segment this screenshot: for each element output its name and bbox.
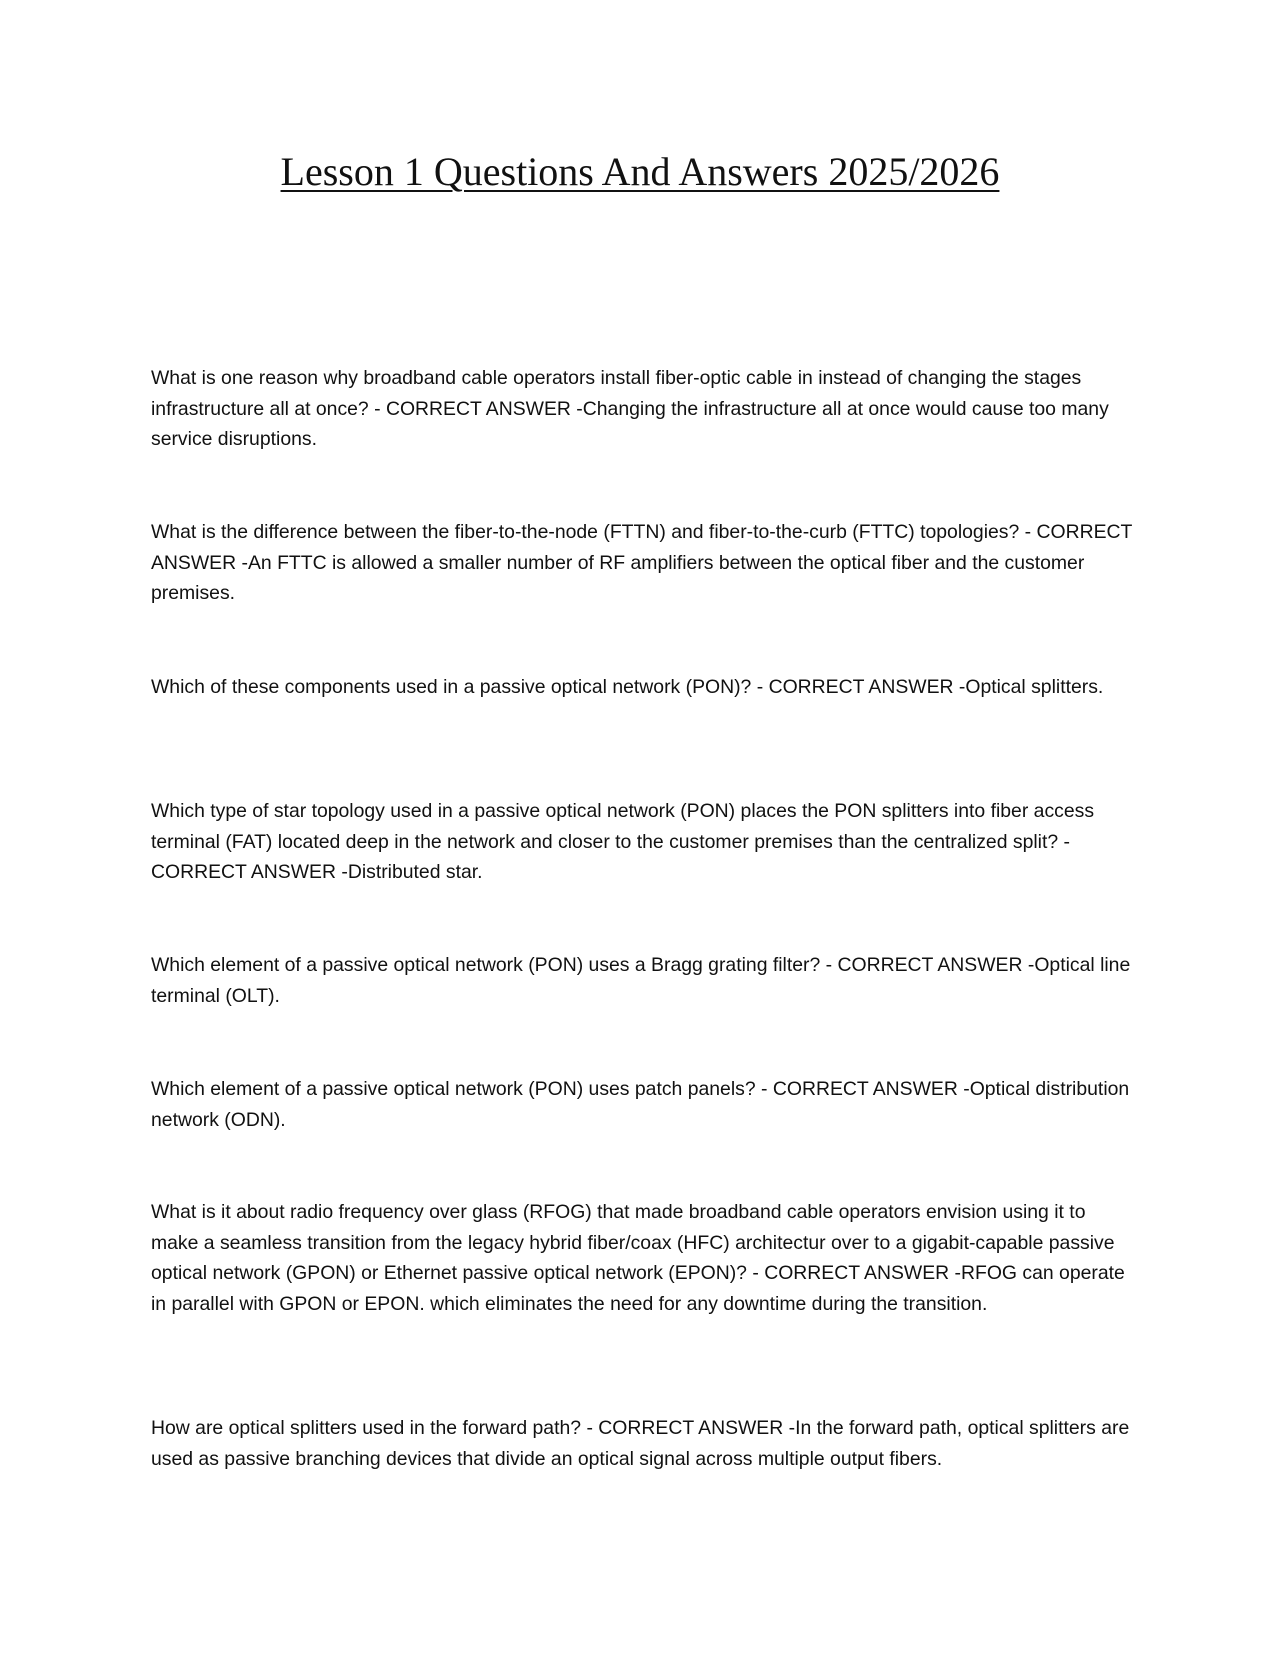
answer-text: RFOG can operate in parallel with GPON or EPON. which eliminates the need for any downtime during the transition. bbox=[151, 1262, 1125, 1315]
qa-item-2 bbox=[151, 517, 1136, 609]
qa-item-8 bbox=[151, 1413, 1136, 1474]
question-text: What is the difference between the fiber-to-the-node (FTTN) and fiber-to-the-curb (FTTC) topologies? bbox=[151, 521, 1020, 543]
document-title: Lesson 1 Questions And Answers 2025/2026 bbox=[280, 149, 1000, 194]
answer-label: CORRECT ANSWER - bbox=[838, 954, 1035, 976]
question-text: Which element of a passive optical network (PON) uses patch panels? bbox=[151, 1078, 756, 1100]
answer-text: An FTTC is allowed a smaller number of RF amplifiers between the optical fiber and the customer premises. bbox=[151, 551, 1085, 604]
answer-text: Optical distribution network (ODN). bbox=[151, 1078, 1130, 1131]
qa-item-5 bbox=[151, 950, 1136, 1011]
answer-text: Optical splitters. bbox=[965, 676, 1104, 698]
question-text: Which type of star topology used in a passive optical network (PON) places the PON splitters into fiber access terminal (FAT) located deep in the network and closer to the customer premises than the centralized split? bbox=[151, 800, 1095, 853]
question-text: What is one reason why broadband cable operators install fiber-optic cable in instead of changing the stages infrastructure all at once? bbox=[151, 367, 1082, 420]
qa-item-3 bbox=[151, 672, 1136, 703]
answer-text: Distributed star. bbox=[347, 861, 483, 883]
answer-label: CORRECT ANSWER - bbox=[151, 861, 348, 883]
answer-label: CORRECT ANSWER - bbox=[773, 1078, 970, 1100]
answer-label: CORRECT ANSWER - bbox=[386, 398, 583, 420]
answer-label: CORRECT ANSWER - bbox=[764, 1262, 961, 1284]
qa-item-4 bbox=[151, 796, 1136, 888]
answer-text: Optical line terminal (OLT). bbox=[151, 954, 1131, 1007]
question-text: Which of these components used in a passive optical network (PON)? bbox=[151, 676, 752, 698]
qa-item-1 bbox=[151, 363, 1136, 455]
question-text: Which element of a passive optical network (PON) uses a Bragg grating filter? bbox=[151, 954, 821, 976]
answer-label: CORRECT ANSWER - bbox=[151, 521, 1132, 574]
answer-label: CORRECT ANSWER - bbox=[769, 676, 966, 698]
qa-item-6 bbox=[151, 1074, 1136, 1135]
answer-text: Changing the infrastructure all at once would cause too many service disruptions. bbox=[151, 397, 1109, 450]
question-text: How are optical splitters used in the forward path? bbox=[151, 1417, 582, 1439]
question-text: What is it about radio frequency over glass (RFOG) that made broadband cable operators envision using it to make a seamless transition from the legacy hybrid fiber/coax (HFC) architectur over to a gigabit-capable passive optical network (GPON) or Ethernet passive optical network (EPON)? bbox=[151, 1201, 1115, 1284]
answer-label: CORRECT ANSWER - bbox=[598, 1417, 795, 1439]
answer-text: In the forward path, optical splitters are used as passive branching devices that divide an optical signal across multiple output fibers. bbox=[151, 1417, 1130, 1470]
qa-item-7 bbox=[151, 1197, 1136, 1319]
